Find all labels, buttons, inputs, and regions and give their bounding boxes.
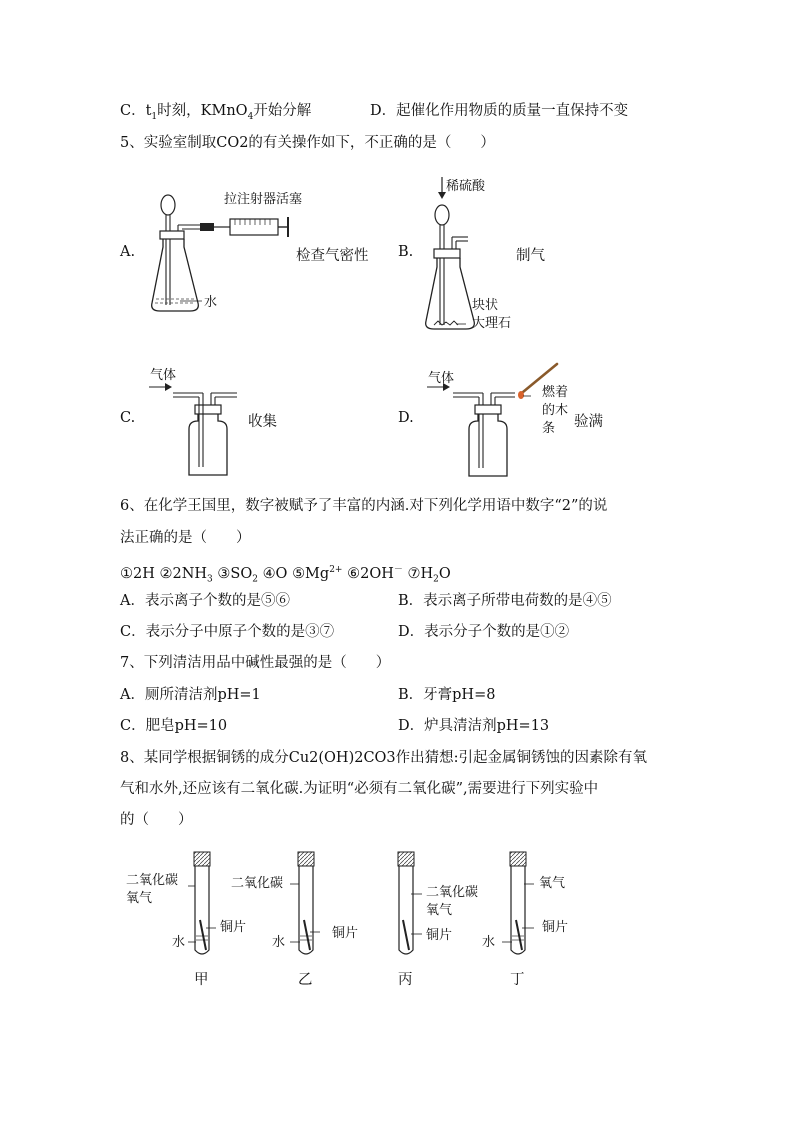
tube-ding-copper: 铜片 bbox=[542, 920, 569, 935]
q5-stem: 5、实验室制取CO2的有关操作如下，不正确的是（ ） bbox=[120, 135, 495, 151]
tube-yi-copper: 铜片 bbox=[332, 926, 359, 941]
tube-yi-water: 水 bbox=[272, 935, 286, 950]
q5-a-water-label: 水 bbox=[204, 295, 218, 310]
q5-b-solid-label-1: 块状 bbox=[472, 298, 499, 313]
tube-ding bbox=[502, 852, 534, 954]
tube-bing bbox=[398, 852, 422, 954]
q6-stem-line-2: 法正确的是（ ） bbox=[120, 530, 251, 546]
tube-bing-gas1: 二氧化碳 bbox=[426, 885, 479, 900]
q5-a-syringe-label: 拉注射器活塞 bbox=[224, 192, 303, 207]
tube-yi bbox=[290, 852, 320, 954]
q5-d-gas-label: 气体 bbox=[428, 371, 455, 386]
tube-bing-name: 丙 bbox=[398, 972, 413, 988]
tube-yi-name: 乙 bbox=[298, 972, 313, 988]
q5-a-caption: 检查气密性 bbox=[296, 248, 369, 264]
tube-ding-water: 水 bbox=[482, 935, 496, 950]
q8-stem-line-2: 气和水外,还应该有二氧化碳.为证明“必须有二氧化碳”,需要进行下列实验中 bbox=[120, 781, 599, 797]
tube-bing-copper: 铜片 bbox=[426, 928, 453, 943]
q7-stem: 7、下列清洁用品中碱性最强的是（ ） bbox=[120, 655, 391, 671]
q5-d-stick-label-1: 燃着 bbox=[542, 385, 569, 400]
q8-stem-line-1: 8、某同学根据铜锈的成分Cu2(OH)2CO3作出猜想:引起金属铜锈蚀的因素除有氧 bbox=[120, 750, 648, 766]
q4-option-d: D．起催化作用物质的质量一直保持不变 bbox=[370, 103, 629, 119]
q8-stem-line-3: 的（ ） bbox=[120, 812, 193, 828]
q6-option-a: A．表示离子个数的是⑤⑥ bbox=[120, 593, 290, 609]
tube-yi-gas1: 二氧化碳 bbox=[231, 876, 284, 891]
q5-b-solid-label-2: 大理石 bbox=[472, 316, 512, 331]
q5-b-caption: 制气 bbox=[516, 248, 545, 264]
q7-option-b: B．牙膏pH=8 bbox=[398, 687, 496, 703]
q5-a-letter: A. bbox=[120, 244, 136, 260]
q4-option-c: C．$t_1$时刻，KMnO$_4$开始分解 bbox=[120, 103, 312, 122]
tube-bing-gas2: 氧气 bbox=[426, 903, 453, 918]
q5-d-stick-label-2: 的木 bbox=[542, 403, 569, 418]
q6-stem-line-1: 6、在化学王国里，数字被赋予了丰富的内涵.对下列化学用语中数字“2”的说 bbox=[120, 498, 608, 514]
q5-c-letter: C. bbox=[120, 410, 136, 426]
q8-test-tubes bbox=[0, 848, 794, 968]
q7-option-d: D．炉具清洁剂pH=13 bbox=[398, 718, 550, 734]
q5-d-stick-label-3: 条 bbox=[542, 421, 556, 436]
q6-option-d: D．表示分子个数的是①② bbox=[398, 624, 570, 640]
q7-option-c: C．肥皂pH=10 bbox=[120, 718, 228, 734]
q6-option-b: B．表示离子所带电荷数的是④⑤ bbox=[398, 593, 612, 609]
q5-d-caption: 验满 bbox=[574, 414, 603, 430]
tube-jia bbox=[188, 852, 216, 954]
q6-option-c: C．表示分子中原子个数的是③⑦ bbox=[120, 624, 335, 640]
tube-jia-name: 甲 bbox=[194, 972, 209, 988]
tube-jia-water: 水 bbox=[172, 935, 186, 950]
q5-d-letter: D. bbox=[398, 410, 414, 426]
tube-ding-name: 丁 bbox=[510, 972, 525, 988]
q6-items: ①2H $②2NH_3$ $③SO_2$ ④O $⑤Mg^{2+}$ ⑥2OH－ $⑦H_2O$ bbox=[120, 565, 451, 585]
q5-b-acid-label: 稀硫酸 bbox=[446, 179, 486, 194]
q5-c-gas-label: 气体 bbox=[150, 368, 177, 383]
tube-ding-gas1: 氧气 bbox=[539, 876, 566, 891]
tube-jia-copper: 铜片 bbox=[220, 920, 247, 935]
tube-jia-gas1: 二氧化碳 bbox=[126, 873, 179, 888]
q5-b-letter: B. bbox=[398, 244, 414, 260]
tube-jia-gas2: 氧气 bbox=[126, 891, 153, 906]
q7-option-a: A．厕所清洁剂pH=1 bbox=[120, 687, 261, 703]
q5-c-caption: 收集 bbox=[248, 414, 277, 430]
